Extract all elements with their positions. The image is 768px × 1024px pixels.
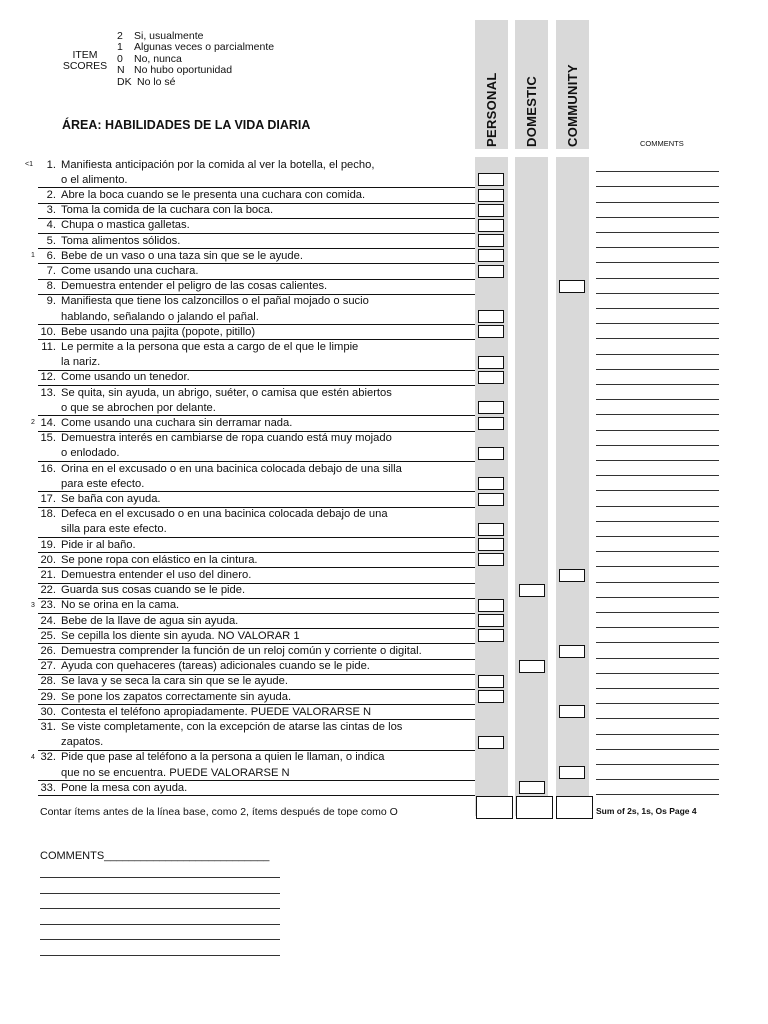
item-text: No se orina en la cama. xyxy=(61,599,180,612)
comment-line[interactable] xyxy=(596,445,719,446)
item-number: 12. xyxy=(40,371,56,384)
score-box-personal[interactable] xyxy=(478,249,504,262)
comment-line[interactable] xyxy=(596,734,719,735)
score-box-personal[interactable] xyxy=(478,599,504,612)
score-box-personal[interactable] xyxy=(478,417,504,430)
comment-line[interactable] xyxy=(596,688,719,689)
item-text: Toma alimentos sólidos. xyxy=(61,234,181,247)
item-text: Se baña con ayuda. xyxy=(61,492,161,505)
item-number: 20. xyxy=(40,553,56,566)
item-text: Come usando un tenedor. xyxy=(61,371,190,384)
score-box-community[interactable] xyxy=(559,705,585,718)
sum-box-personal[interactable] xyxy=(476,796,513,819)
score-box-personal[interactable] xyxy=(478,204,504,217)
item-text: Pone la mesa con ayuda. xyxy=(61,781,188,794)
comment-line[interactable] xyxy=(596,186,719,187)
item-number: 13. xyxy=(40,386,56,399)
item-number: 32. xyxy=(40,751,56,764)
comment-line[interactable] xyxy=(596,566,719,567)
comment-line[interactable] xyxy=(596,764,719,765)
comment-line[interactable] xyxy=(596,171,719,172)
item-number: 11. xyxy=(41,340,56,353)
comment-blank-line[interactable] xyxy=(40,877,280,878)
comment-line[interactable] xyxy=(596,718,719,719)
comment-line[interactable] xyxy=(596,323,719,324)
comment-line[interactable] xyxy=(596,354,719,355)
comment-line[interactable] xyxy=(596,475,719,476)
item-number: 3. xyxy=(46,204,56,217)
item-text: Chupa o mastica galletas. xyxy=(61,219,190,232)
score-box-personal[interactable] xyxy=(478,477,504,490)
sum-box-community[interactable] xyxy=(556,796,593,819)
score-legend xyxy=(117,31,274,88)
comment-line[interactable] xyxy=(596,217,719,218)
comment-line[interactable] xyxy=(596,551,719,552)
item-text: Contesta el teléfono apropiadamente. PUEDE VALORARSE N xyxy=(61,705,372,718)
basal-marker: 1 xyxy=(31,252,35,260)
item-text: Bebe de un vaso o una taza sin que se le ayude. xyxy=(61,249,303,262)
item-text: Come usando una cuchara sin derramar nada. xyxy=(61,416,293,429)
comment-line[interactable] xyxy=(596,658,719,659)
score-legend-row: 2 Si, usualmente xyxy=(117,30,204,42)
item-text: Se quita, sin ayuda, un abrigo, suéter, o camisa que estén abiertos xyxy=(61,386,392,399)
comment-line[interactable] xyxy=(596,521,719,522)
item-text: Come usando una cuchara. xyxy=(61,264,199,277)
item-number: 31. xyxy=(40,720,56,733)
score-box-domestic[interactable] xyxy=(519,584,545,597)
score-box-personal[interactable] xyxy=(478,629,504,642)
score-legend-row: N No hubo oportunidad xyxy=(117,64,233,77)
column-header-personal: PERSONAL xyxy=(484,72,499,147)
item-number: 23. xyxy=(40,599,56,612)
item-text: Se viste completamente, con la excepción de atarse las cintas de los xyxy=(61,720,403,733)
score-box-personal[interactable] xyxy=(478,325,504,338)
comment-line[interactable] xyxy=(596,612,719,613)
score-box-personal[interactable] xyxy=(478,523,504,536)
score-box-personal[interactable] xyxy=(478,736,504,749)
score-box-personal[interactable] xyxy=(478,371,504,384)
comment-line[interactable] xyxy=(596,749,719,750)
score-box-personal[interactable] xyxy=(478,356,504,369)
item-text: Pide ir al baño. xyxy=(61,538,136,551)
item-number: 29. xyxy=(40,690,56,703)
comments-header: COMMENTS xyxy=(640,139,684,148)
comment-line[interactable] xyxy=(596,278,719,279)
score-box-personal[interactable] xyxy=(478,447,504,460)
item-text: Ayuda con quehaceres (tareas) adicionales cuando se le pide. xyxy=(61,660,370,673)
comment-line[interactable] xyxy=(596,779,719,780)
item-number: 4. xyxy=(46,219,56,232)
item-number: 17. xyxy=(40,492,56,505)
item-text: Manifiesta anticipación por la comida al ver la botella, el pecho, xyxy=(61,158,375,171)
item-text: o el alimento. xyxy=(61,173,128,186)
item-number: 18. xyxy=(40,508,56,521)
comment-line[interactable] xyxy=(596,293,719,294)
comment-line[interactable] xyxy=(596,338,719,339)
score-box-personal[interactable] xyxy=(478,690,504,703)
score-box-personal[interactable] xyxy=(478,310,504,323)
comment-blank-line[interactable] xyxy=(40,924,280,925)
item-scores-label-line1: ITEM xyxy=(72,49,98,61)
area-title: ÁREA: HABILIDADES DE LA VIDA DIARIA xyxy=(62,118,311,132)
score-box-community[interactable] xyxy=(559,645,585,658)
item-number: 9. xyxy=(46,295,56,308)
item-number: 19. xyxy=(40,538,56,551)
comment-line[interactable] xyxy=(596,414,719,415)
comment-blank-line[interactable] xyxy=(40,939,280,940)
item-number: 8. xyxy=(46,280,56,293)
item-number: 33. xyxy=(40,781,56,794)
item-text: Demuestra entender el uso del dinero. xyxy=(61,568,252,581)
comment-line[interactable] xyxy=(596,202,719,203)
item-number: 26. xyxy=(40,644,56,657)
item-number: 15. xyxy=(40,432,56,445)
comment-line[interactable] xyxy=(596,490,719,491)
comment-line[interactable] xyxy=(596,703,719,704)
comment-blank-line[interactable] xyxy=(40,955,280,956)
item-text: Abre la boca cuando se le presenta una cuchara con comida. xyxy=(61,188,366,201)
item-text: que no se encuentra. PUEDE VALORARSE N xyxy=(61,766,290,779)
score-box-community[interactable] xyxy=(559,280,585,293)
row-rule xyxy=(38,795,475,796)
comment-line[interactable] xyxy=(596,673,719,674)
score-legend-row: 0 No, nunca xyxy=(117,52,182,65)
score-box-personal[interactable] xyxy=(478,189,504,202)
item-number: 24. xyxy=(40,614,56,627)
comment-line[interactable] xyxy=(596,232,719,233)
item-text: Bebe de la llave de agua sin ayuda. xyxy=(61,614,239,627)
item-text: para este efecto. xyxy=(61,477,145,490)
item-text: Se pone ropa con elástico en la cintura. xyxy=(61,553,258,566)
item-text: Toma la comida de la cuchara con la boca. xyxy=(61,204,274,217)
item-number: 10. xyxy=(40,325,56,338)
item-number: 16. xyxy=(40,462,56,475)
comment-line[interactable] xyxy=(596,460,719,461)
score-box-personal[interactable] xyxy=(478,553,504,566)
item-text: Demuestra comprender la función de un reloj común y corriente o digital. xyxy=(61,644,422,657)
item-text: hablando, señalando o jalando el pañal. xyxy=(61,310,259,323)
column-header-community: COMMUNITY xyxy=(565,64,580,147)
score-box-personal[interactable] xyxy=(478,401,504,414)
score-box-community[interactable] xyxy=(559,766,585,779)
item-number: 7. xyxy=(46,264,56,277)
column-header-gap xyxy=(470,149,595,157)
item-number: 27. xyxy=(40,660,56,673)
item-number: 25. xyxy=(40,629,56,642)
comment-line[interactable] xyxy=(596,399,719,400)
item-number: 14. xyxy=(40,416,56,429)
item-text: la nariz. xyxy=(61,356,101,369)
column-header-domestic: DOMESTIC xyxy=(524,75,539,147)
score-box-domestic[interactable] xyxy=(519,781,545,794)
score-box-personal[interactable] xyxy=(478,493,504,506)
item-text: zapatos. xyxy=(61,736,104,749)
comment-line[interactable] xyxy=(596,262,719,263)
item-text: Demuestra entender el peligro de las cosas calientes. xyxy=(61,280,328,293)
comments-section-label: COMMENTS___________________________ xyxy=(40,850,270,862)
comment-line[interactable] xyxy=(596,536,719,537)
comment-line[interactable] xyxy=(596,506,719,507)
score-box-domestic[interactable] xyxy=(519,660,545,673)
score-legend-row: 1 Algunas veces o parcialmente xyxy=(117,41,275,54)
footer-note: Contar ítems antes de la línea base, como 2, ítems después de tope como O xyxy=(40,806,398,818)
basal-marker: 3 xyxy=(31,601,35,609)
item-text: Defeca en el excusado o en una bacinica colocada debajo de una xyxy=(61,508,388,521)
item-number: 22. xyxy=(40,584,56,597)
score-box-personal[interactable] xyxy=(478,173,504,186)
item-number: 5. xyxy=(46,234,56,247)
comment-line[interactable] xyxy=(596,582,719,583)
basal-marker: <1 xyxy=(25,161,33,168)
item-text: silla para este efecto. xyxy=(61,523,167,536)
item-number: 21. xyxy=(40,568,56,581)
item-text: o que se abrochen por delante. xyxy=(61,401,216,414)
item-text: Le permite a la persona que esta a cargo de el que le limpie xyxy=(61,340,359,353)
item-text: Bebe usando una pajita (popote, pitillo) xyxy=(61,325,256,338)
item-text: Se lava y se seca la cara sin que se le ayude. xyxy=(61,675,288,688)
score-box-personal[interactable] xyxy=(478,234,504,247)
score-legend-row: DK No lo sé xyxy=(117,75,176,88)
item-scores-label xyxy=(62,50,108,73)
comment-line[interactable] xyxy=(596,627,719,628)
comment-blank-line[interactable] xyxy=(40,908,280,909)
item-text: Se pone los zapatos correctamente sin ayuda. xyxy=(61,690,292,703)
sum-box-domestic[interactable] xyxy=(516,796,553,819)
comment-line[interactable] xyxy=(596,384,719,385)
comment-line[interactable] xyxy=(596,369,719,370)
item-scores-label-line2: SCORES xyxy=(62,60,108,73)
item-number: 28. xyxy=(40,675,56,688)
item-text: Guarda sus cosas cuando se le pide. xyxy=(61,584,246,597)
item-number: 30. xyxy=(40,705,56,718)
comment-line[interactable] xyxy=(596,794,719,795)
basal-marker: 2 xyxy=(31,419,35,427)
comment-line[interactable] xyxy=(596,430,719,431)
item-text: Demuestra interés en cambiarse de ropa cuando está muy mojado xyxy=(61,432,392,445)
score-box-personal[interactable] xyxy=(478,675,504,688)
item-text: o enlodado. xyxy=(61,447,120,460)
item-text: Orina en el excusado o en una bacinica colocada debajo de una silla xyxy=(61,462,402,475)
item-number: 6. xyxy=(46,249,56,262)
sum-label: Sum of 2s, 1s, Os Page 4 xyxy=(596,806,697,816)
item-text: Se cepilla los diente sin ayuda. NO VALORAR 1 xyxy=(61,629,300,642)
score-box-personal[interactable] xyxy=(478,219,504,232)
item-text: Manifiesta que tiene los calzoncillos o el pañal mojado o sucio xyxy=(61,295,369,308)
comment-line[interactable] xyxy=(596,597,719,598)
score-box-personal[interactable] xyxy=(478,538,504,551)
comment-line[interactable] xyxy=(596,642,719,643)
comment-blank-line[interactable] xyxy=(40,893,280,894)
score-box-personal[interactable] xyxy=(478,265,504,278)
item-number: 1. xyxy=(46,158,56,171)
comment-line[interactable] xyxy=(596,308,719,309)
item-text: Pide que pase al teléfono a la persona a quien le llaman, o indica xyxy=(61,751,385,764)
basal-marker: 4 xyxy=(31,753,35,761)
item-number: 2. xyxy=(46,188,56,201)
score-box-personal[interactable] xyxy=(478,614,504,627)
comment-line[interactable] xyxy=(596,247,719,248)
score-box-community[interactable] xyxy=(559,569,585,582)
